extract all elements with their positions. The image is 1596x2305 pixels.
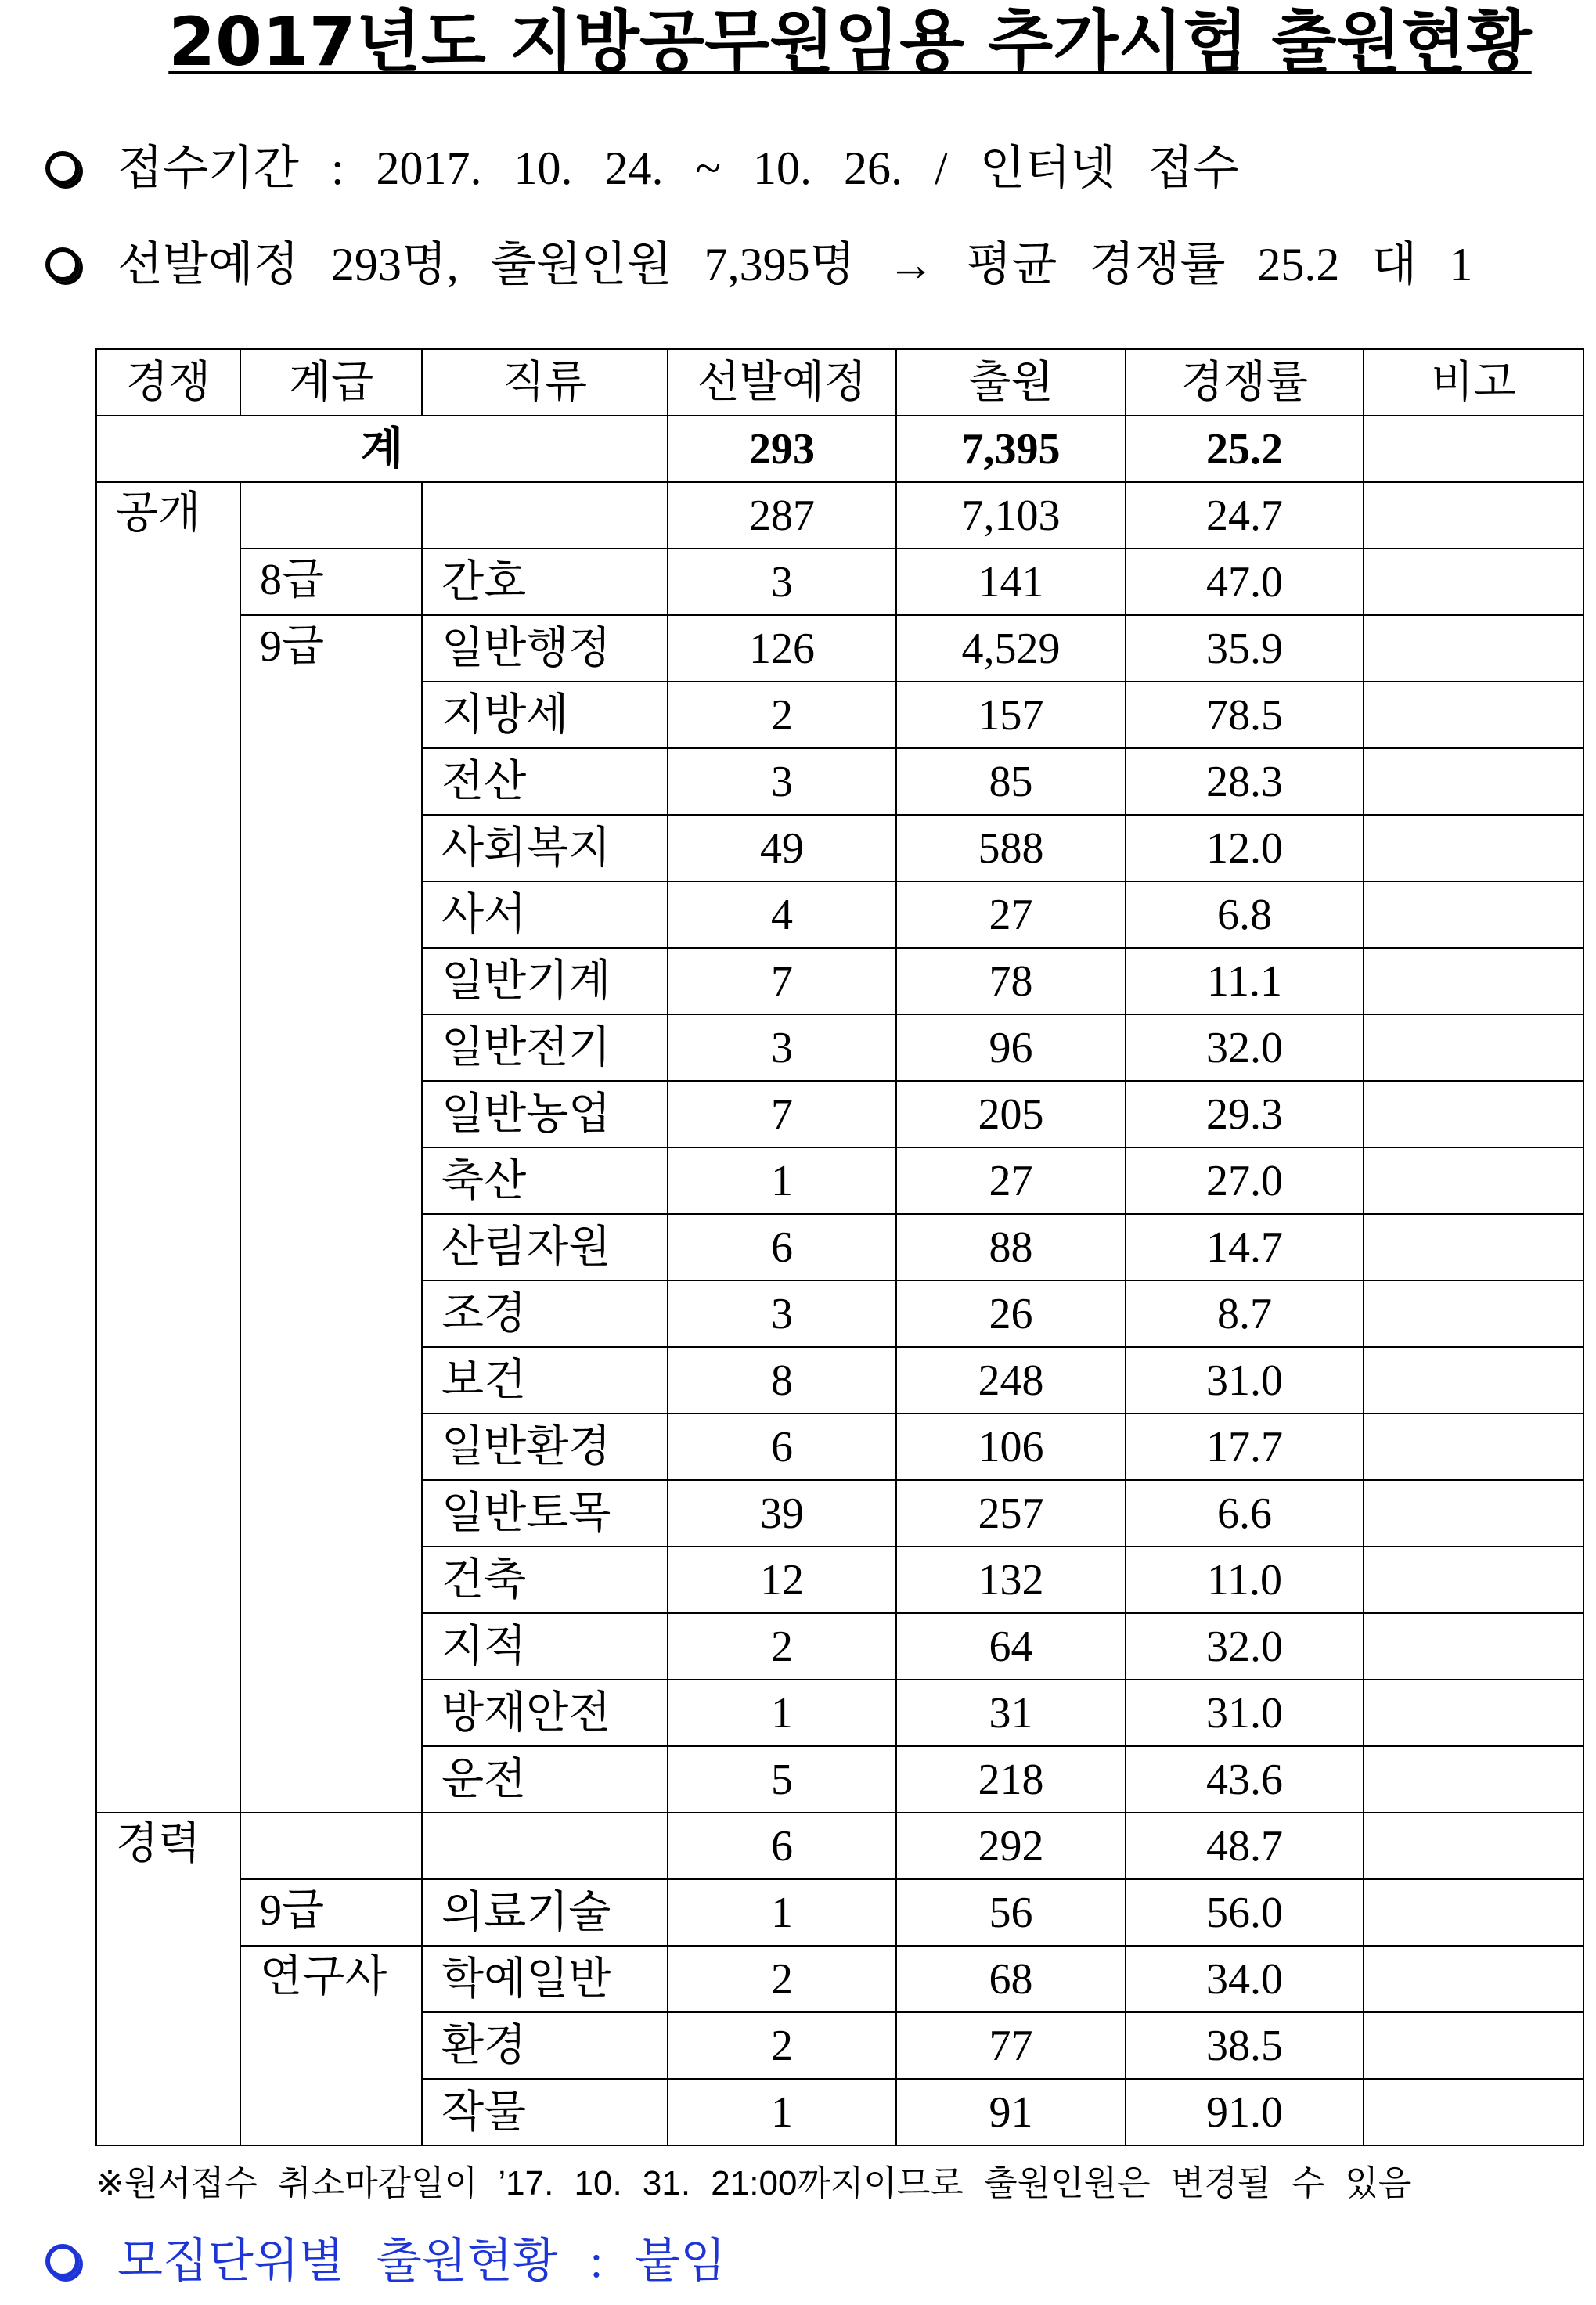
table-header-cell: 경쟁	[96, 349, 240, 416]
applicant-count-cell: 132	[896, 1547, 1126, 1613]
table-row	[96, 1946, 1583, 2012]
page-title	[114, 2, 1586, 88]
applicant-count-cell: 77	[896, 2012, 1126, 2079]
note-cell	[1364, 2012, 1583, 2079]
selected-count-cell: 7	[668, 1081, 896, 1147]
applicant-count-cell: 88	[896, 1214, 1126, 1280]
note-cell	[1364, 549, 1583, 615]
note-cell	[1364, 1746, 1583, 1813]
field-name-cell: 의료기술	[422, 1879, 668, 1946]
applicant-count-cell: 588	[896, 815, 1126, 881]
empty-field-cell	[422, 1813, 668, 1879]
field-name-cell: 건축	[422, 1547, 668, 1613]
field-name-cell: 보건	[422, 1347, 668, 1414]
applicant-count-cell: 31	[896, 1680, 1126, 1746]
empty-grade-cell	[240, 482, 422, 549]
competition-ratio-cell: 12.0	[1126, 815, 1364, 881]
total-row	[96, 416, 1583, 482]
table-header-cell: 출원	[896, 349, 1126, 416]
selected-count-cell: 2	[668, 1946, 896, 2012]
note-cell	[1364, 615, 1583, 682]
note-cell	[1364, 748, 1583, 815]
applicant-count-cell: 141	[896, 549, 1126, 615]
selected-count-cell: 1	[668, 1879, 896, 1946]
table-row	[96, 549, 1583, 615]
total-label: 계	[96, 416, 668, 482]
note-cell	[1364, 482, 1583, 549]
table-header-cell: 선발예정	[668, 349, 896, 416]
selected-count-cell: 1	[668, 1680, 896, 1746]
selected-count-cell: 4	[668, 881, 896, 948]
competition-ratio-cell: 29.3	[1126, 1081, 1364, 1147]
selected-count-cell: 7	[668, 948, 896, 1014]
footnote: ※원서접수 취소마감일이 ’17. 10. 31. 21:00까지이므로 출원인원은 변경될 수 있음	[95, 2164, 1412, 2202]
field-name-cell: 일반환경	[422, 1414, 668, 1480]
field-name-cell: 운전	[422, 1746, 668, 1813]
info-line-summary	[31, 233, 1581, 296]
selected-count-cell: 293	[668, 416, 896, 482]
empty-grade-cell	[240, 1813, 422, 1879]
selected-count-cell: 287	[668, 482, 896, 549]
competition-ratio-cell: 31.0	[1126, 1347, 1364, 1414]
note-cell	[1364, 1613, 1583, 1680]
applicant-count-cell: 218	[896, 1746, 1126, 1813]
competition-ratio-cell: 24.7	[1126, 482, 1364, 549]
field-name-cell: 환경	[422, 2012, 668, 2079]
selected-count-cell: 49	[668, 815, 896, 881]
note-cell	[1364, 1214, 1583, 1280]
applicant-count-cell: 292	[896, 1813, 1126, 1879]
competition-ratio-cell: 31.0	[1126, 1680, 1364, 1746]
applicant-count-cell: 85	[896, 748, 1126, 815]
note-cell	[1364, 815, 1583, 881]
selected-count-cell: 126	[668, 615, 896, 682]
field-name-cell: 일반전기	[422, 1014, 668, 1081]
competition-ratio-cell: 34.0	[1126, 1946, 1364, 2012]
selected-count-cell: 2	[668, 2012, 896, 2079]
selected-count-cell: 1	[668, 1147, 896, 1214]
table-row	[96, 1879, 1583, 1946]
table-header-cell: 비고	[1364, 349, 1583, 416]
competition-ratio-cell: 27.0	[1126, 1147, 1364, 1214]
info-text-period: 접수기간 : 2017. 10. 24. ~ 10. 26. / 인터넷 접수	[117, 142, 1239, 194]
field-name-cell: 일반기계	[422, 948, 668, 1014]
note-cell	[1364, 948, 1583, 1014]
applicant-count-cell: 248	[896, 1347, 1126, 1414]
field-name-cell: 조경	[422, 1280, 668, 1347]
grade-label: 9급	[240, 1879, 422, 1946]
competition-ratio-cell: 32.0	[1126, 1613, 1364, 1680]
applicant-count-cell: 106	[896, 1414, 1126, 1480]
table-header-row	[96, 349, 1583, 416]
note-cell	[1364, 1480, 1583, 1547]
competition-ratio-cell: 35.9	[1126, 615, 1364, 682]
field-name-cell: 일반행정	[422, 615, 668, 682]
selected-count-cell: 6	[668, 1813, 896, 1879]
field-name-cell: 일반토목	[422, 1480, 668, 1547]
section-subtotal-row	[96, 1813, 1583, 1879]
competition-ratio-cell: 25.2	[1126, 416, 1364, 482]
table-body	[96, 416, 1583, 2145]
field-name-cell: 간호	[422, 549, 668, 615]
applicant-count-cell: 91	[896, 2079, 1126, 2145]
applicant-count-cell: 27	[896, 881, 1126, 948]
applicant-count-cell: 26	[896, 1280, 1126, 1347]
note-cell	[1364, 1280, 1583, 1347]
note-cell	[1364, 1813, 1583, 1879]
applicant-count-cell: 205	[896, 1081, 1126, 1147]
shadowed-circle-bullet-icon	[45, 2244, 80, 2278]
applicant-count-cell: 64	[896, 1613, 1126, 1680]
field-name-cell: 축산	[422, 1147, 668, 1214]
competition-ratio-cell: 43.6	[1126, 1746, 1364, 1813]
competition-ratio-cell: 47.0	[1126, 549, 1364, 615]
field-name-cell: 학예일반	[422, 1946, 668, 2012]
note-cell	[1364, 1879, 1583, 1946]
applicant-count-cell: 27	[896, 1147, 1126, 1214]
competition-ratio-cell: 56.0	[1126, 1879, 1364, 1946]
field-name-cell: 방재안전	[422, 1680, 668, 1746]
applicant-count-cell: 96	[896, 1014, 1126, 1081]
note-cell	[1364, 1081, 1583, 1147]
competition-ratio-cell: 8.7	[1126, 1280, 1364, 1347]
selected-count-cell: 2	[668, 682, 896, 748]
selected-count-cell: 1	[668, 2079, 896, 2145]
competition-ratio-cell: 6.8	[1126, 881, 1364, 948]
applicant-count-cell: 56	[896, 1879, 1126, 1946]
selected-count-cell: 3	[668, 748, 896, 815]
applicant-count-cell: 78	[896, 948, 1126, 1014]
competition-ratio-cell: 78.5	[1126, 682, 1364, 748]
applicant-status-table	[95, 348, 1584, 2146]
competition-ratio-cell: 11.0	[1126, 1547, 1364, 1613]
selected-count-cell: 6	[668, 1214, 896, 1280]
note-cell	[1364, 1014, 1583, 1081]
applicant-count-cell: 7,395	[896, 416, 1126, 482]
selected-count-cell: 8	[668, 1347, 896, 1414]
note-cell	[1364, 881, 1583, 948]
field-name-cell: 일반농업	[422, 1081, 668, 1147]
applicant-count-cell: 68	[896, 1946, 1126, 2012]
applicant-count-cell: 4,529	[896, 615, 1126, 682]
selected-count-cell: 5	[668, 1746, 896, 1813]
note-cell	[1364, 1547, 1583, 1613]
field-name-cell: 지방세	[422, 682, 668, 748]
shadowed-circle-bullet-icon	[45, 151, 80, 185]
table-header-cell: 경쟁률	[1126, 349, 1364, 416]
selected-count-cell: 3	[668, 1280, 896, 1347]
competition-ratio-cell: 17.7	[1126, 1414, 1364, 1480]
grade-label: 8급	[240, 549, 422, 615]
note-cell	[1364, 1347, 1583, 1414]
selected-count-cell: 6	[668, 1414, 896, 1480]
info-line-period	[31, 137, 1581, 200]
info-text-summary: 선발예정 293명, 출원인원 7,395명 → 평균 경쟁률 25.2 대 1	[117, 239, 1473, 290]
section-label: 경력	[96, 1813, 240, 2145]
table-row	[96, 615, 1583, 682]
field-name-cell: 산림자원	[422, 1214, 668, 1280]
field-name-cell: 사서	[422, 881, 668, 948]
field-name-cell: 전산	[422, 748, 668, 815]
competition-ratio-cell: 14.7	[1126, 1214, 1364, 1280]
note-cell	[1364, 1147, 1583, 1214]
note-cell	[1364, 1680, 1583, 1746]
note-cell	[1364, 682, 1583, 748]
field-name-cell: 사회복지	[422, 815, 668, 881]
table-header-cell: 직류	[422, 349, 668, 416]
note-cell	[1364, 416, 1583, 482]
competition-ratio-cell: 38.5	[1126, 2012, 1364, 2079]
applicant-count-cell: 257	[896, 1480, 1126, 1547]
grade-label: 9급	[240, 615, 422, 1813]
section-subtotal-row	[96, 482, 1583, 549]
selected-count-cell: 39	[668, 1480, 896, 1547]
attachment-note	[31, 2230, 1581, 2292]
selected-count-cell: 3	[668, 549, 896, 615]
note-cell	[1364, 1414, 1583, 1480]
applicant-count-cell: 7,103	[896, 482, 1126, 549]
note-cell	[1364, 1946, 1583, 2012]
selected-count-cell: 12	[668, 1547, 896, 1613]
competition-ratio-cell: 32.0	[1126, 1014, 1364, 1081]
note-cell	[1364, 2079, 1583, 2145]
selected-count-cell: 2	[668, 1613, 896, 1680]
competition-ratio-cell: 48.7	[1126, 1813, 1364, 1879]
section-label: 공개	[96, 482, 240, 1813]
competition-ratio-cell: 91.0	[1126, 2079, 1364, 2145]
attachment-text: 모집단위별 출원현황 : 붙임	[117, 2235, 726, 2287]
applicant-count-cell: 157	[896, 682, 1126, 748]
field-name-cell: 지적	[422, 1613, 668, 1680]
competition-ratio-cell: 6.6	[1126, 1480, 1364, 1547]
page-title-text: 2017년도 지방공무원임용 추가시험 출원현황	[168, 3, 1532, 81]
competition-ratio-cell: 28.3	[1126, 748, 1364, 815]
shadowed-circle-bullet-icon	[45, 247, 80, 282]
selected-count-cell: 3	[668, 1014, 896, 1081]
grade-label: 연구사	[240, 1946, 422, 2145]
competition-ratio-cell: 11.1	[1126, 948, 1364, 1014]
empty-field-cell	[422, 482, 668, 549]
field-name-cell: 작물	[422, 2079, 668, 2145]
table-header-cell: 계급	[240, 349, 422, 416]
